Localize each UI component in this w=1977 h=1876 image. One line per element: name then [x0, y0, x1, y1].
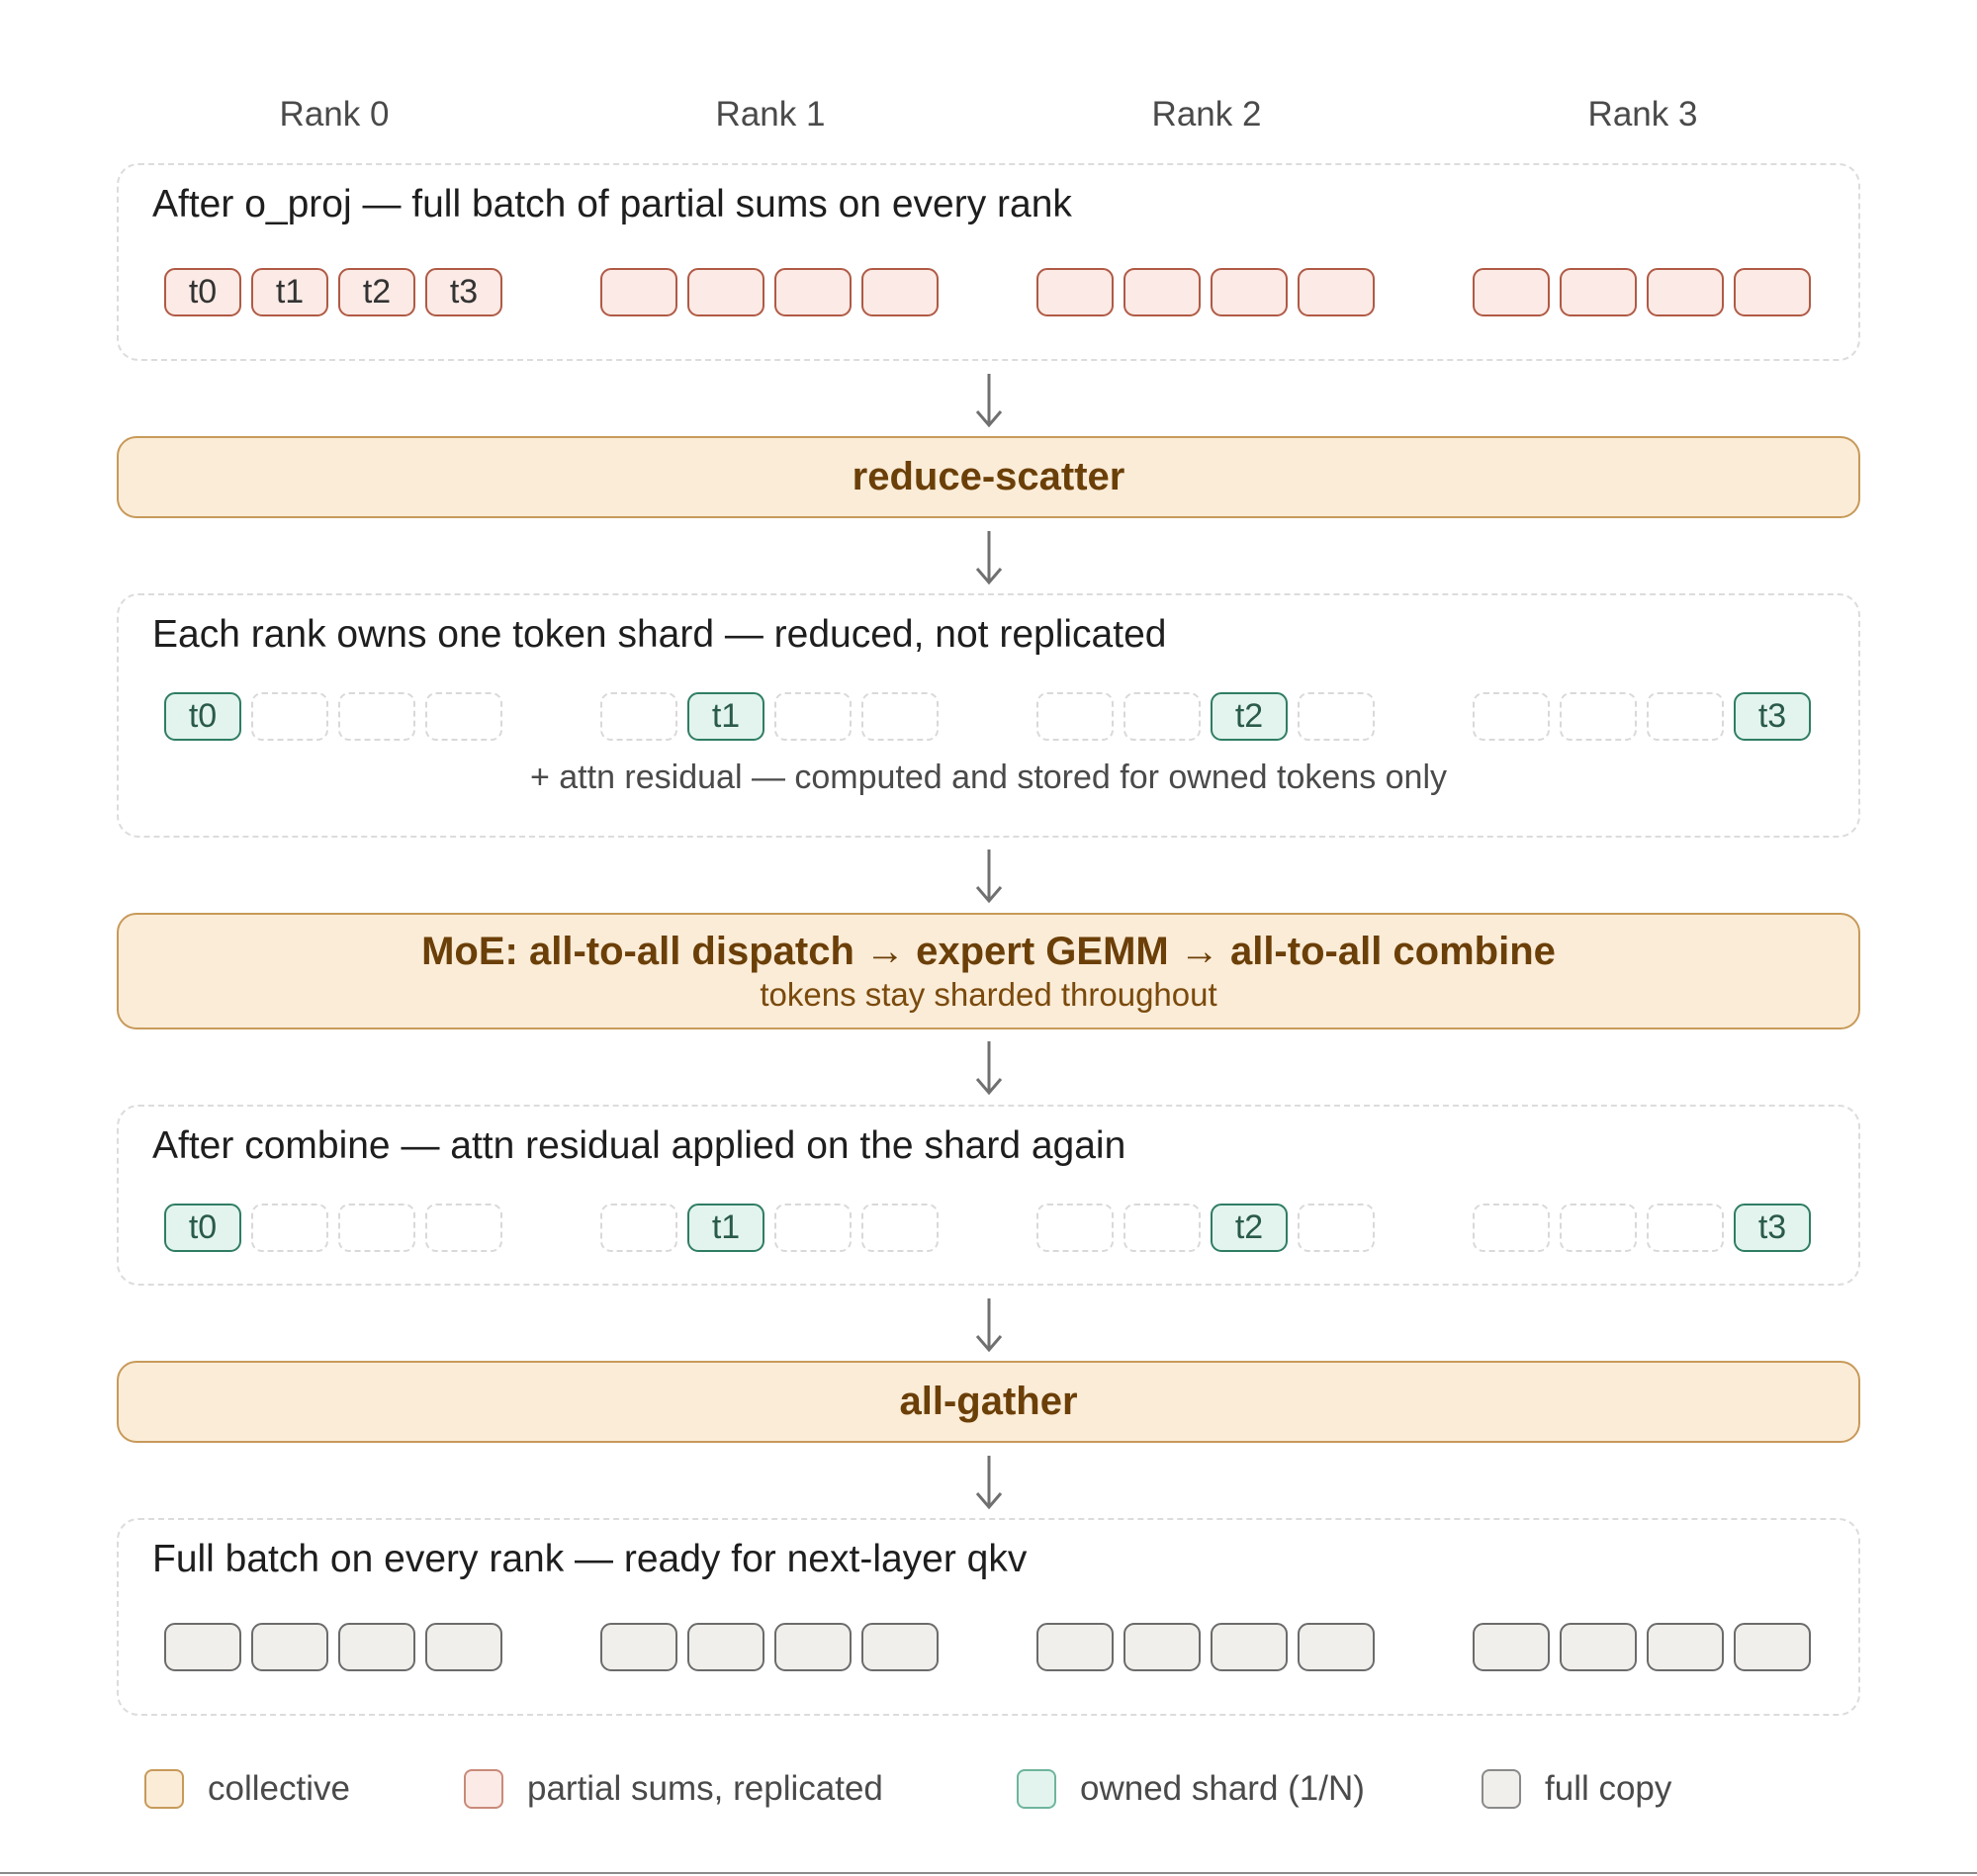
- collective-moe: [117, 913, 1860, 1029]
- token-cell-partial: [861, 268, 939, 316]
- token-cell-empty: [1298, 1204, 1375, 1252]
- token-cell-partial: t1: [251, 268, 328, 316]
- token-cell-owned: t0: [164, 1204, 241, 1252]
- token-cell-empty: [1473, 692, 1550, 741]
- legend-swatch: [1017, 1769, 1056, 1809]
- token-cell-empty: [1647, 1204, 1724, 1252]
- token-cell-partial: t0: [164, 268, 241, 316]
- token-cell-partial: [1473, 268, 1550, 316]
- token-cell-partial: [1734, 268, 1811, 316]
- bottom-border: [0, 1872, 1977, 1874]
- token-cell-partial: [687, 268, 764, 316]
- down-arrow-icon: [971, 1454, 1007, 1511]
- legend-item-partial: [464, 1767, 883, 1811]
- token-cell-empty: [1123, 692, 1201, 741]
- legend-item-owned: [1017, 1767, 1365, 1811]
- token-cell-full: [1298, 1623, 1375, 1671]
- collective-title: all-gather: [899, 1380, 1078, 1423]
- token-cell-partial: t3: [425, 268, 502, 316]
- legend-swatch: [144, 1769, 184, 1809]
- token-cell-partial: [1647, 268, 1724, 316]
- panel-token-shard: [117, 593, 1860, 838]
- token-cell-owned: t1: [687, 1204, 764, 1252]
- down-arrow-icon: [971, 529, 1007, 586]
- token-cell-empty: [600, 1204, 677, 1252]
- down-arrow-icon: [971, 1296, 1007, 1354]
- token-cell-empty: [1036, 1204, 1114, 1252]
- token-cell-owned: t1: [687, 692, 764, 741]
- token-cell-full: [861, 1623, 939, 1671]
- panel-title: After o_proj — full batch of partial sums on every rank: [152, 183, 1072, 225]
- rank-header-0: Rank 0: [279, 95, 390, 134]
- rank-header-2: Rank 2: [1151, 95, 1262, 134]
- legend-swatch: [464, 1769, 503, 1809]
- token-cell-full: [1473, 1623, 1550, 1671]
- token-cell-empty: [774, 1204, 852, 1252]
- legend-label: full copy: [1545, 1769, 1672, 1808]
- down-arrow-icon: [971, 372, 1007, 429]
- token-cell-owned: t2: [1211, 1204, 1288, 1252]
- token-cell-full: [1734, 1623, 1811, 1671]
- token-cell-partial: [1298, 268, 1375, 316]
- token-cell-partial: [1560, 268, 1637, 316]
- token-cell-full: [251, 1623, 328, 1671]
- token-cell-owned: t3: [1734, 692, 1811, 741]
- token-cell-empty: [861, 1204, 939, 1252]
- token-cell-empty: [600, 692, 677, 741]
- token-cell-partial: [600, 268, 677, 316]
- down-arrow-icon: [971, 848, 1007, 905]
- token-cell-full: [1560, 1623, 1637, 1671]
- token-cell-partial: [774, 268, 852, 316]
- down-arrow-icon: [971, 1039, 1007, 1097]
- rank-header-1: Rank 1: [715, 95, 826, 134]
- token-cell-empty: [251, 1204, 328, 1252]
- legend-label: collective: [208, 1769, 350, 1808]
- rank-header-3: Rank 3: [1587, 95, 1698, 134]
- token-cell-empty: [1560, 692, 1637, 741]
- token-cell-partial: [1211, 268, 1288, 316]
- panel-title: Full batch on every rank — ready for next-layer qkv: [152, 1538, 1028, 1580]
- panel-partial-sums: [117, 163, 1860, 361]
- token-cell-full: [1036, 1623, 1114, 1671]
- legend-item-collective: [144, 1767, 350, 1811]
- collective-all-gather: [117, 1361, 1860, 1443]
- token-cell-partial: [1036, 268, 1114, 316]
- token-cell-empty: [861, 692, 939, 741]
- token-cell-empty: [338, 1204, 415, 1252]
- token-cell-owned: t0: [164, 692, 241, 741]
- token-cell-owned: t2: [1211, 692, 1288, 741]
- token-cell-full: [1647, 1623, 1724, 1671]
- token-cell-empty: [425, 1204, 502, 1252]
- legend-item-full: [1482, 1767, 1671, 1811]
- token-cell-full: [164, 1623, 241, 1671]
- token-cell-empty: [425, 692, 502, 741]
- legend-label: partial sums, replicated: [527, 1769, 883, 1808]
- panel-title: After combine — attn residual applied on the shard again: [152, 1124, 1126, 1167]
- panel-after-combine: [117, 1105, 1860, 1286]
- token-cell-partial: t2: [338, 268, 415, 316]
- collective-subtitle: tokens stay sharded throughout: [760, 975, 1217, 1013]
- token-cell-full: [425, 1623, 502, 1671]
- collective-title: MoE: all-to-all dispatch → expert GEMM → all-to-all combine: [421, 929, 1556, 973]
- token-cell-full: [338, 1623, 415, 1671]
- token-cell-empty: [1647, 692, 1724, 741]
- token-cell-partial: [1123, 268, 1201, 316]
- token-cell-empty: [1036, 692, 1114, 741]
- token-cell-full: [774, 1623, 852, 1671]
- token-cell-empty: [1473, 1204, 1550, 1252]
- token-cell-full: [687, 1623, 764, 1671]
- token-cell-full: [600, 1623, 677, 1671]
- legend-swatch: [1482, 1769, 1521, 1809]
- token-cell-empty: [1560, 1204, 1637, 1252]
- collective-title: reduce-scatter: [852, 455, 1125, 498]
- panel-title: Each rank owns one token shard — reduced, not replicated: [152, 613, 1167, 656]
- token-cell-empty: [1123, 1204, 1201, 1252]
- token-cell-empty: [338, 692, 415, 741]
- panel-full-batch: [117, 1518, 1860, 1716]
- token-cell-full: [1123, 1623, 1201, 1671]
- token-cell-full: [1211, 1623, 1288, 1671]
- token-cell-empty: [251, 692, 328, 741]
- token-cell-empty: [774, 692, 852, 741]
- legend-label: owned shard (1/N): [1080, 1769, 1365, 1808]
- collective-reduce-scatter: [117, 436, 1860, 518]
- residual-note: + attn residual — computed and stored for owned tokens only: [529, 759, 1448, 796]
- token-cell-owned: t3: [1734, 1204, 1811, 1252]
- token-cell-empty: [1298, 692, 1375, 741]
